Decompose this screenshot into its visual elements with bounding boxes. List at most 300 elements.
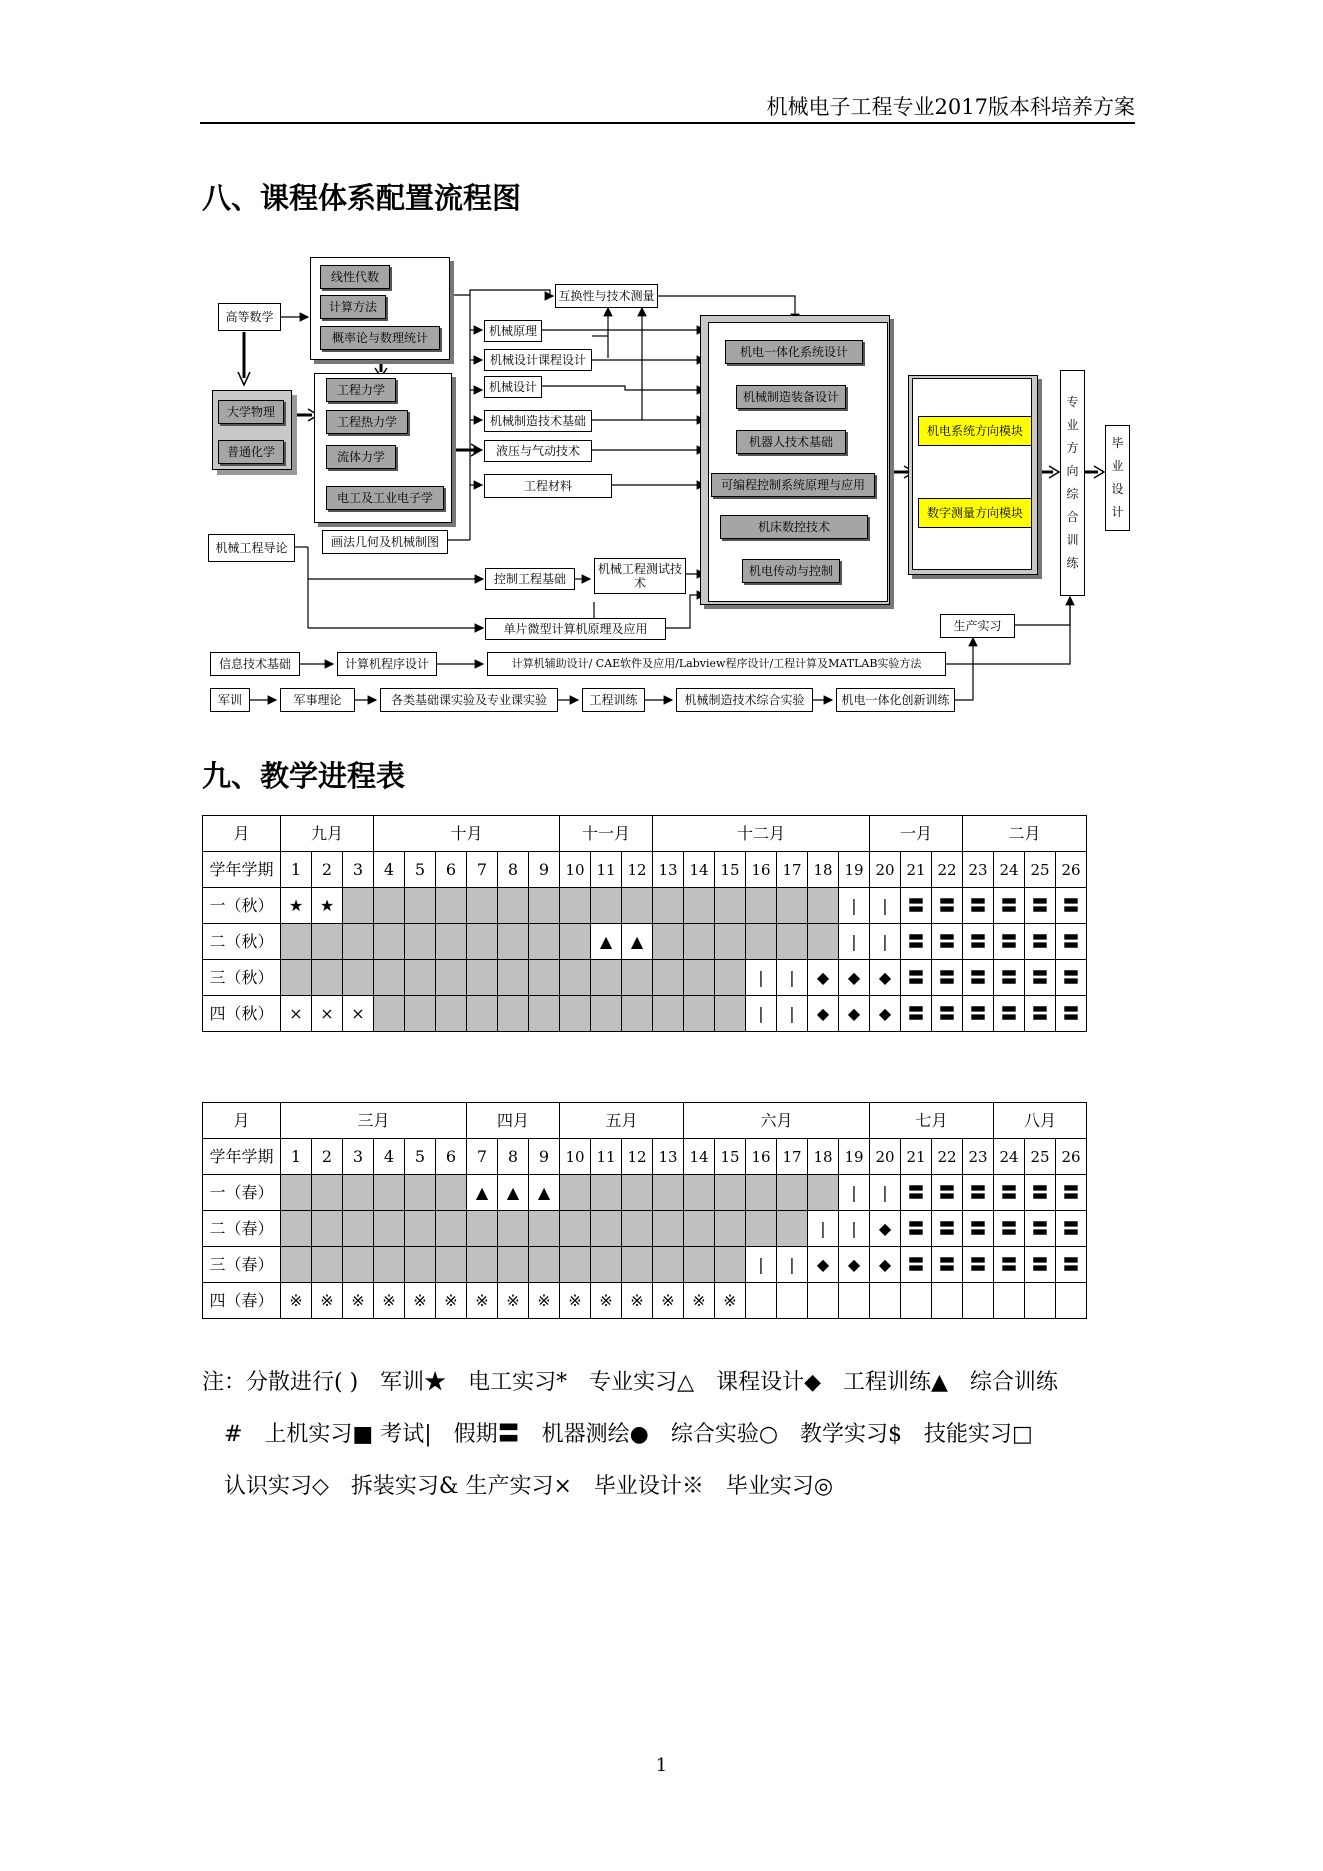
schedule-cell: 〓 xyxy=(963,924,994,960)
month-cell: 六月 xyxy=(684,1103,870,1139)
schedule-cell: 〓 xyxy=(963,1175,994,1211)
schedule-cell xyxy=(715,1211,746,1247)
schedule-cell xyxy=(746,1211,777,1247)
schedule-cell xyxy=(498,996,529,1032)
schedule-cell: | xyxy=(746,996,777,1032)
schedule-cell: 〓 xyxy=(963,996,994,1032)
schedule-cell xyxy=(343,1247,374,1283)
schedule-cell xyxy=(560,888,591,924)
schedule-cell: 〓 xyxy=(901,1211,932,1247)
schedule-cell: | xyxy=(777,960,808,996)
schedule-cell xyxy=(777,1283,808,1319)
schedule-cell: ※ xyxy=(591,1283,622,1319)
schedule-cell xyxy=(653,996,684,1032)
schedule-cell xyxy=(777,1211,808,1247)
schedule-cell: ▲ xyxy=(467,1175,498,1211)
schedule-cell xyxy=(560,1175,591,1211)
schedule-cell xyxy=(281,960,312,996)
schedule-cell xyxy=(622,996,653,1032)
schedule-cell xyxy=(467,1211,498,1247)
schedule-cell: 〓 xyxy=(994,960,1025,996)
schedule-cell: ※ xyxy=(653,1283,684,1319)
section-title-schedule: 九、教学进程表 xyxy=(202,759,406,793)
section-title-flowchart: 八、课程体系配置流程图 xyxy=(202,181,522,215)
week-number: 8 xyxy=(498,1139,529,1175)
week-number: 20 xyxy=(870,852,901,888)
schedule-cell: 〓 xyxy=(932,1211,963,1247)
schedule-cell: ※ xyxy=(622,1283,653,1319)
week-number: 23 xyxy=(963,1139,994,1175)
box-shengchan-shixi: 生产实习 xyxy=(940,614,1015,638)
schedule-cell xyxy=(622,888,653,924)
schedule-cell xyxy=(343,888,374,924)
schedule-cell xyxy=(901,1283,932,1319)
month-row xyxy=(203,816,1087,852)
schedule-cell xyxy=(963,1283,994,1319)
term-label: 二（秋） xyxy=(203,924,281,960)
schedule-cell: | xyxy=(746,960,777,996)
schedule-cell: 〓 xyxy=(1056,960,1087,996)
schedule-cell xyxy=(560,924,591,960)
schedule-cell: | xyxy=(839,888,870,924)
box-gailv-tongji: 概率论与数理统计 xyxy=(320,326,440,350)
schedule-cell: 〓 xyxy=(1056,996,1087,1032)
schedule-cell xyxy=(281,1247,312,1283)
schedule-cell xyxy=(715,960,746,996)
schedule-cell xyxy=(653,924,684,960)
schedule-cell xyxy=(312,1247,343,1283)
box-m-yitihua-sheji: 机电一体化系统设计 xyxy=(725,340,863,364)
week-number: 22 xyxy=(932,1139,963,1175)
page-header: 机械电子工程专业2017版本科培养方案 xyxy=(200,92,1135,124)
schedule-cell: | xyxy=(746,1247,777,1283)
schedule-cell: 〓 xyxy=(932,1175,963,1211)
schedule-cell xyxy=(653,888,684,924)
schedule-cell: 〓 xyxy=(1056,924,1087,960)
box-junxun: 军训 xyxy=(210,688,250,712)
schedule-cell xyxy=(839,1283,870,1319)
schedule-cell: 〓 xyxy=(932,996,963,1032)
schedule-cell xyxy=(1056,1283,1087,1319)
schedule-cell xyxy=(622,1175,653,1211)
month-cell: 十一月 xyxy=(560,816,653,852)
schedule-cell xyxy=(498,924,529,960)
schedule-cell xyxy=(715,1175,746,1211)
box-m-plc: 可编程控制系统原理与应用 xyxy=(711,473,875,497)
week-number: 18 xyxy=(808,1139,839,1175)
week-number: 1 xyxy=(281,852,312,888)
week-number: 19 xyxy=(839,1139,870,1175)
schedule-cell xyxy=(808,1175,839,1211)
schedule-cell xyxy=(1025,1283,1056,1319)
month-header-label: 月 xyxy=(203,816,281,852)
schedule-cell xyxy=(622,960,653,996)
box-gongcheng-cailiao: 工程材料 xyxy=(484,474,612,498)
schedule-cell xyxy=(808,1283,839,1319)
schedule-cell xyxy=(436,996,467,1032)
week-number: 1 xyxy=(281,1139,312,1175)
term-header-label: 学年学期 xyxy=(203,852,281,888)
week-number: 10 xyxy=(560,1139,591,1175)
box-gongcheng-xunlian: 工程训练 xyxy=(582,688,645,712)
week-number: 12 xyxy=(622,1139,653,1175)
schedule-cell xyxy=(684,1247,715,1283)
schedule-cell xyxy=(374,888,405,924)
schedule-cell xyxy=(591,1247,622,1283)
term-label: 三（秋） xyxy=(203,960,281,996)
schedule-cell: ※ xyxy=(312,1283,343,1319)
schedule-cell: 〓 xyxy=(1025,888,1056,924)
schedule-cell xyxy=(281,1211,312,1247)
term-row xyxy=(203,996,1087,1032)
term-label: 二（春） xyxy=(203,1211,281,1247)
schedule-cell xyxy=(529,960,560,996)
schedule-cell: 〓 xyxy=(932,924,963,960)
month-cell: 九月 xyxy=(281,816,374,852)
week-number: 24 xyxy=(994,852,1025,888)
term-row xyxy=(203,924,1087,960)
week-number: 5 xyxy=(405,852,436,888)
week-number: 6 xyxy=(436,1139,467,1175)
box-huhuanxing: 互换性与技术测量 xyxy=(555,284,658,308)
schedule-cell xyxy=(932,1283,963,1319)
box-fuzhu-sheji: 计算机辅助设计/ CAE软件及应用/Labview程序设计/工程计算及MATLAB实验方法 xyxy=(487,652,946,676)
schedule-cell: 〓 xyxy=(1056,1247,1087,1283)
box-huafa-jihe: 画法几何及机械制图 xyxy=(322,530,448,554)
schedule-cell xyxy=(498,1247,529,1283)
box-jisuanji-chengxu: 计算机程序设计 xyxy=(337,652,437,676)
schedule-cell xyxy=(436,924,467,960)
schedule-cell xyxy=(436,960,467,996)
term-row xyxy=(203,1175,1087,1211)
schedule-cell: 〓 xyxy=(1025,1211,1056,1247)
week-number: 7 xyxy=(467,1139,498,1175)
schedule-cell xyxy=(715,888,746,924)
schedule-cell: ※ xyxy=(405,1283,436,1319)
schedule-cell xyxy=(467,924,498,960)
schedule-cell: ◆ xyxy=(870,960,901,996)
week-number: 11 xyxy=(591,852,622,888)
schedule-cell xyxy=(777,924,808,960)
schedule-cell xyxy=(467,996,498,1032)
week-number: 16 xyxy=(746,852,777,888)
schedule-cell: × xyxy=(281,996,312,1032)
schedule-cell xyxy=(684,960,715,996)
schedule-cell xyxy=(715,924,746,960)
schedule-cell xyxy=(374,960,405,996)
box-m-chuandong: 机电传动与控制 xyxy=(742,559,840,583)
schedule-cell: 〓 xyxy=(901,996,932,1032)
week-number: 23 xyxy=(963,852,994,888)
schedule-cell xyxy=(529,1211,560,1247)
week-number: 13 xyxy=(653,852,684,888)
schedule-cell: × xyxy=(343,996,374,1032)
week-number: 24 xyxy=(994,1139,1025,1175)
schedule-cell xyxy=(684,888,715,924)
schedule-cell xyxy=(591,1175,622,1211)
schedule-cell xyxy=(374,1175,405,1211)
box-liuti-lixue: 流体力学 xyxy=(326,445,396,469)
week-number: 19 xyxy=(839,852,870,888)
schedule-cell: ※ xyxy=(715,1283,746,1319)
schedule-cell xyxy=(746,1175,777,1211)
week-number: 14 xyxy=(684,852,715,888)
schedule-cell xyxy=(622,1247,653,1283)
schedule-cell xyxy=(374,924,405,960)
schedule-cell: 〓 xyxy=(994,1247,1025,1283)
schedule-cell xyxy=(374,1247,405,1283)
week-number: 12 xyxy=(622,852,653,888)
schedule-cell xyxy=(560,1247,591,1283)
schedule-cell xyxy=(374,996,405,1032)
schedule-cell: 〓 xyxy=(901,1247,932,1283)
schedule-cell xyxy=(529,888,560,924)
box-jixie-kechengsheji: 机械设计课程设计 xyxy=(484,349,592,371)
schedule-cell xyxy=(343,1211,374,1247)
schedule-cell: × xyxy=(312,996,343,1032)
schedule-cell xyxy=(591,996,622,1032)
month-header-label: 月 xyxy=(203,1103,281,1139)
schedule-cell xyxy=(591,1211,622,1247)
schedule-cell: 〓 xyxy=(994,888,1025,924)
schedule-cell xyxy=(529,1247,560,1283)
box-zhuanye-zonghe: 专业方向综合训练 xyxy=(1060,370,1085,596)
schedule-cell xyxy=(405,1247,436,1283)
schedule-cell: 〓 xyxy=(1025,960,1056,996)
week-number: 18 xyxy=(808,852,839,888)
schedule-cell: ◆ xyxy=(870,1211,901,1247)
schedule-cell: ▲ xyxy=(622,924,653,960)
schedule-cell: ※ xyxy=(374,1283,405,1319)
schedule-cell xyxy=(312,960,343,996)
schedule-cell xyxy=(560,960,591,996)
box-xianxing-daishu: 线性代数 xyxy=(320,265,390,289)
schedule-cell: ★ xyxy=(312,888,343,924)
schedule-cell: ※ xyxy=(343,1283,374,1319)
week-number: 10 xyxy=(560,852,591,888)
schedule-cell: ※ xyxy=(560,1283,591,1319)
box-zhizao-jichu: 机械制造技术基础 xyxy=(484,410,592,432)
week-number: 21 xyxy=(901,1139,932,1175)
schedule-table-autumn xyxy=(202,815,1087,1032)
month-row xyxy=(203,1103,1087,1139)
schedule-cell: ◆ xyxy=(808,960,839,996)
week-number: 17 xyxy=(777,1139,808,1175)
week-row xyxy=(203,852,1087,888)
schedule-cell xyxy=(281,924,312,960)
schedule-cell: ◆ xyxy=(870,1247,901,1283)
week-number: 3 xyxy=(343,1139,374,1175)
schedule-cell xyxy=(684,1175,715,1211)
box-ceshi-jishu: 机械工程测试技术 xyxy=(594,558,686,594)
box-jixie-sheji: 机械设计 xyxy=(484,376,542,398)
term-row xyxy=(203,888,1087,924)
schedule-cell xyxy=(343,960,374,996)
month-cell: 四月 xyxy=(467,1103,560,1139)
legend-line: # 上机实习■ 考试| 假期〓 机器测绘● 综合实验○ 教学实习$ 技能实习□ xyxy=(202,1422,1033,1447)
schedule-cell xyxy=(591,960,622,996)
schedule-cell xyxy=(808,888,839,924)
week-number: 13 xyxy=(653,1139,684,1175)
schedule-cell xyxy=(312,1175,343,1211)
schedule-cell: | xyxy=(870,888,901,924)
schedule-cell xyxy=(498,888,529,924)
box-kongzhi-jichu: 控制工程基础 xyxy=(485,568,575,590)
schedule-cell: | xyxy=(870,1175,901,1211)
schedule-cell: 〓 xyxy=(994,1175,1025,1211)
schedule-cell: 〓 xyxy=(1056,1211,1087,1247)
schedule-cell: 〓 xyxy=(994,924,1025,960)
schedule-cell xyxy=(746,888,777,924)
schedule-cell: ※ xyxy=(467,1283,498,1319)
schedule-cell: ◆ xyxy=(839,996,870,1032)
schedule-cell: 〓 xyxy=(901,924,932,960)
schedule-cell xyxy=(684,924,715,960)
schedule-cell: 〓 xyxy=(901,960,932,996)
week-number: 7 xyxy=(467,852,498,888)
week-number: 20 xyxy=(870,1139,901,1175)
box-mod-shuzi: 数字测量方向模块 xyxy=(918,498,1032,528)
schedule-cell xyxy=(467,1247,498,1283)
schedule-cell: 〓 xyxy=(1056,888,1087,924)
box-gongcheng-lixue: 工程力学 xyxy=(326,378,396,402)
schedule-cell: | xyxy=(839,1211,870,1247)
schedule-cell xyxy=(312,924,343,960)
schedule-cell xyxy=(746,924,777,960)
schedule-cell xyxy=(653,1211,684,1247)
schedule-cell xyxy=(870,1283,901,1319)
schedule-cell xyxy=(560,1211,591,1247)
schedule-cell: 〓 xyxy=(1025,996,1056,1032)
schedule-cell xyxy=(436,1211,467,1247)
week-number: 2 xyxy=(312,1139,343,1175)
schedule-cell xyxy=(684,1211,715,1247)
schedule-cell: ※ xyxy=(684,1283,715,1319)
schedule-cell xyxy=(343,1175,374,1211)
schedule-cell: ◆ xyxy=(808,996,839,1032)
box-xinxi-jichu: 信息技术基础 xyxy=(210,652,300,676)
schedule-cell: | xyxy=(839,924,870,960)
schedule-cell xyxy=(684,996,715,1032)
schedule-cell: 〓 xyxy=(994,996,1025,1032)
schedule-cell xyxy=(374,1211,405,1247)
schedule-cell xyxy=(405,924,436,960)
schedule-cell: ▲ xyxy=(498,1175,529,1211)
schedule-cell xyxy=(994,1283,1025,1319)
schedule-cell xyxy=(405,1175,436,1211)
term-label: 一（春） xyxy=(203,1175,281,1211)
schedule-cell xyxy=(622,1211,653,1247)
schedule-cell: 〓 xyxy=(963,960,994,996)
schedule-cell: ◆ xyxy=(870,996,901,1032)
box-gaodeng-shuxue: 高等数学 xyxy=(218,303,281,331)
term-label: 一（秋） xyxy=(203,888,281,924)
term-row xyxy=(203,1211,1087,1247)
schedule-cell: 〓 xyxy=(1056,1175,1087,1211)
schedule-cell: 〓 xyxy=(1025,1247,1056,1283)
box-jixie-yuanli: 机械原理 xyxy=(484,320,542,342)
legend-notes xyxy=(202,1357,1137,1513)
month-cell: 七月 xyxy=(870,1103,994,1139)
week-number: 4 xyxy=(374,1139,405,1175)
schedule-cell xyxy=(467,960,498,996)
schedule-cell xyxy=(343,924,374,960)
week-number: 14 xyxy=(684,1139,715,1175)
week-number: 22 xyxy=(932,852,963,888)
schedule-cell: 〓 xyxy=(963,888,994,924)
box-biye-sheji: 毕业设计 xyxy=(1105,425,1130,531)
week-number: 2 xyxy=(312,852,343,888)
schedule-cell: ※ xyxy=(436,1283,467,1319)
group-direction-inner xyxy=(912,378,1032,570)
schedule-cell: ▲ xyxy=(529,1175,560,1211)
schedule-cell xyxy=(405,1211,436,1247)
week-number: 25 xyxy=(1025,852,1056,888)
term-label: 四（秋） xyxy=(203,996,281,1032)
schedule-cell: 〓 xyxy=(994,1211,1025,1247)
week-number: 15 xyxy=(715,852,746,888)
schedule-cell: | xyxy=(808,1211,839,1247)
week-number: 11 xyxy=(591,1139,622,1175)
schedule-cell: 〓 xyxy=(1025,1175,1056,1211)
schedule-cell xyxy=(312,1211,343,1247)
schedule-cell xyxy=(498,960,529,996)
box-chuangxin-xunlian: 机电一体化创新训练 xyxy=(836,688,955,712)
box-yeya: 液压与气动技术 xyxy=(484,440,592,462)
schedule-cell: 〓 xyxy=(963,1211,994,1247)
month-cell: 二月 xyxy=(963,816,1087,852)
box-daxue-wuli: 大学物理 xyxy=(218,400,284,424)
week-number: 3 xyxy=(343,852,374,888)
term-row xyxy=(203,1247,1087,1283)
schedule-cell xyxy=(405,996,436,1032)
schedule-cell: ★ xyxy=(281,888,312,924)
week-number: 4 xyxy=(374,852,405,888)
term-row xyxy=(203,960,1087,996)
schedule-cell: | xyxy=(839,1175,870,1211)
week-number: 26 xyxy=(1056,852,1087,888)
schedule-cell: 〓 xyxy=(901,888,932,924)
schedule-cell xyxy=(436,888,467,924)
schedule-cell xyxy=(746,1283,777,1319)
schedule-table-spring xyxy=(202,1102,1087,1319)
legend-line: 认识实习◇ 拆装实习& 生产实习× 毕业设计※ 毕业实习◎ xyxy=(202,1474,834,1499)
schedule-cell: 〓 xyxy=(932,1247,963,1283)
week-number: 26 xyxy=(1056,1139,1087,1175)
month-cell: 一月 xyxy=(870,816,963,852)
week-number: 9 xyxy=(529,852,560,888)
legend-line: 注：分散进行( ) 军训★ 电工实习* 专业实习△ 课程设计◆ 工程训练▲ 综合训练 xyxy=(202,1370,1058,1395)
schedule-cell: ◆ xyxy=(839,960,870,996)
box-gelei-shiyan: 各类基础课实验及专业课实验 xyxy=(380,688,558,712)
term-label: 三（春） xyxy=(203,1247,281,1283)
week-number: 6 xyxy=(436,852,467,888)
month-cell: 五月 xyxy=(560,1103,684,1139)
schedule-cell xyxy=(405,960,436,996)
week-number: 15 xyxy=(715,1139,746,1175)
week-number: 21 xyxy=(901,852,932,888)
week-number: 8 xyxy=(498,852,529,888)
schedule-cell: 〓 xyxy=(932,888,963,924)
term-row xyxy=(203,1283,1087,1319)
page-number: 1 xyxy=(655,1755,668,1776)
schedule-cell xyxy=(529,996,560,1032)
schedule-cell: 〓 xyxy=(932,960,963,996)
schedule-cell xyxy=(281,1175,312,1211)
schedule-cell: ※ xyxy=(529,1283,560,1319)
box-jixie-daolun: 机械工程导论 xyxy=(208,534,295,562)
box-jisuan-fangfa: 计算方法 xyxy=(320,295,386,319)
